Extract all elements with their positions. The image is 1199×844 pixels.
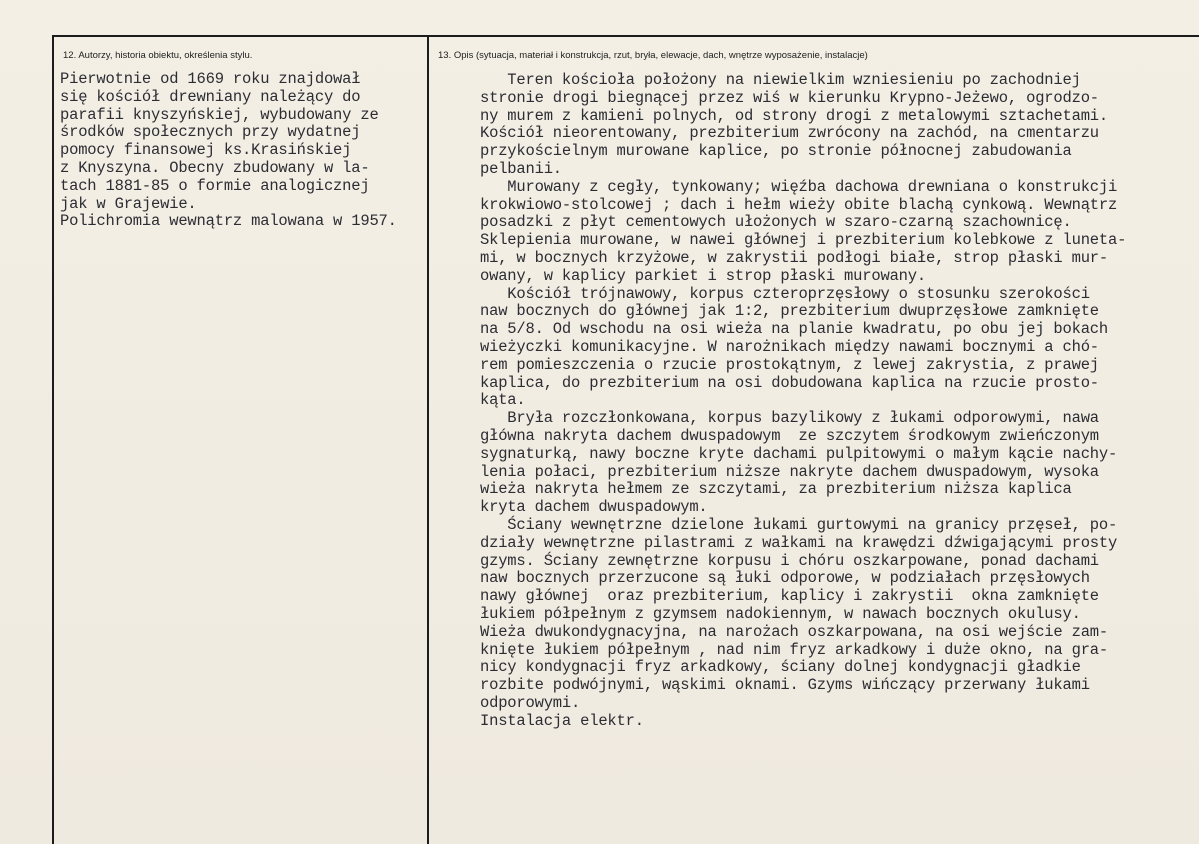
text-line: Bryła rozczłonkowana, korpus bazylikowy z łukami odporowymi, nawa	[480, 409, 1099, 428]
text-line: sygnaturką, nawy boczne kryte dachami pulpitowymi o małym kącie nachy-	[480, 444, 1118, 463]
text-line: łukiem półpełnym z gzymsem nadokiennym, w nawach bocznych okulusy.	[480, 604, 1081, 623]
text-line: przykościelnym murowane kaplice, po stronie północnej zabudowania	[480, 142, 1072, 161]
text-line: Wieża dwukondygnacyjna, na narożach oszkarpowana, na osi wejście zam-	[480, 622, 1109, 641]
text-line: pomocy finansowej ks.Krasińskiej	[60, 141, 352, 160]
text-line: rozbite podwójnymi, wąskimi oknami. Gzyms wińczący przerwany łukami	[480, 676, 1090, 695]
text-line: lenia połaci, prezbiterium niższe nakryte dachem dwuspadowym, wysoka	[480, 462, 1099, 481]
section-12-heading: 12. Autorzy, historia obiektu, określenia stylu.	[63, 50, 253, 61]
text-line: stronie drogi biegnącej przez wiś w kierunku Krypno-Jeżewo, ogrodzo-	[480, 88, 1099, 107]
text-line: działy wewnętrzne pilastrami z wałkami na krawędzi dźwigającymi prosty	[480, 533, 1118, 552]
text-line: naw bocznych przerzucone są łuki odporowe, w podziałach przęsłowych	[480, 569, 1090, 588]
text-line: pelbanii.	[480, 159, 562, 178]
text-line: kaplica, do prezbiterium na osi dobudowana kaplica na rzucie prosto-	[480, 373, 1099, 392]
text-line: rem pomieszczenia o rzucie prostokątnym, z lewej zakrystia, z prawej	[480, 355, 1099, 374]
text-line: tach 1881-85 o formie analogicznej	[60, 176, 370, 195]
text-line: nawy głównej oraz prezbiterium, kaplicy i zakrystii okna zamknięte	[480, 587, 1099, 606]
text-line: gzyms. Ściany zewnętrzne korpusu i chóru oszkarpowane, ponad dachami	[480, 551, 1099, 570]
text-line: wieżyczki komunikacyjne. W narożnikach między nawami bocznymi a chó-	[480, 337, 1099, 356]
text-line: Kościół nieorentowany, prezbiterium zwrócony na zachód, na cmentarzu	[480, 124, 1099, 143]
text-line: Murowany z cegły, tynkowany; więźba dachowa drewniana o konstrukcji	[480, 177, 1118, 196]
text-line: środków społecznych przy wydatnej	[60, 123, 361, 142]
section-13-heading: 13. Opis (sytuacja, materiał i konstrukcja, rzut, bryła, elewacje, dach, wnętrze wyposażenie, instalacje)	[438, 50, 868, 61]
text-line: główna nakryta dachem dwuspadowym ze szczytem środkowym zwieńczonym	[480, 426, 1099, 445]
text-line: naw bocznych do głównej jak 1:2, prezbiterium dwuprzęsłowe zamknięte	[480, 302, 1099, 321]
text-line: posadzki z płyt cementowych ułożonych w szaro-czarną szachownicę.	[480, 213, 1072, 232]
section-12-text	[60, 71, 397, 231]
text-line: odporowymi.	[480, 693, 581, 712]
text-line: Pierwotnie od 1669 roku znajdował	[60, 70, 361, 88]
text-line: nicy kondygnacji fryz arkadkowy, ściany dolnej kondygnacji gładkie	[480, 658, 1081, 677]
text-line: krokwiowo-stolcowej ; dach i hełm wieży obite blachą cynkową. Wewnątrz	[480, 195, 1118, 214]
text-line: Instalacja elektr.	[480, 711, 644, 730]
text-line: z Knyszyna. Obecny zbudowany w la-	[60, 158, 370, 177]
text-line: ny murem z kamieni polnych, od strony drogi z metalowymi sztachetami.	[480, 106, 1109, 125]
text-line: owany, w kaplicy parkiet i strop płaski murowany.	[480, 266, 926, 285]
text-line: Ściany wewnętrzne dzielone łukami gurtowymi na granicy przęseł, po-	[480, 515, 1118, 534]
text-line: się kościół drewniany należący do	[60, 87, 361, 106]
text-line: Sklepienia murowane, w nawei głównej i prezbiterium kolebkowe z luneta-	[480, 231, 1127, 250]
text-line: na 5/8. Od wschodu na osi wieża na planie kwadratu, po obu jej bokach	[480, 320, 1109, 339]
text-line: parafii knyszyńskiej, wybudowany ze	[60, 105, 379, 124]
section-13-text	[480, 72, 1126, 730]
text-line: mi, w bocznych krzyżowe, w zakrystii podłogi białe, strop płaski mur-	[480, 248, 1109, 267]
text-line: Teren kościoła położony na niewielkim wzniesieniu po zachodniej	[480, 71, 1081, 89]
text-line: kąta.	[480, 391, 526, 410]
top-border-line	[52, 35, 1199, 37]
column-divider-line	[427, 35, 429, 844]
text-line: Kościół trójnawowy, korpus czteroprzęsłowy o stosunku szerokości	[480, 284, 1090, 303]
text-line: knięte łukiem półpełnym , nad nim fryz arkadkowy i duże okno, na gra-	[480, 640, 1109, 659]
text-line: Polichromia wewnątrz malowana w 1957.	[60, 212, 397, 231]
left-border-line	[52, 35, 54, 844]
text-line: wieża nakryta hełmem ze szczytami, za prezbiterium niższa kaplica	[480, 480, 1072, 499]
text-line: kryta dachem dwuspadowym.	[480, 498, 708, 517]
text-line: jak w Grajewie.	[60, 194, 197, 213]
